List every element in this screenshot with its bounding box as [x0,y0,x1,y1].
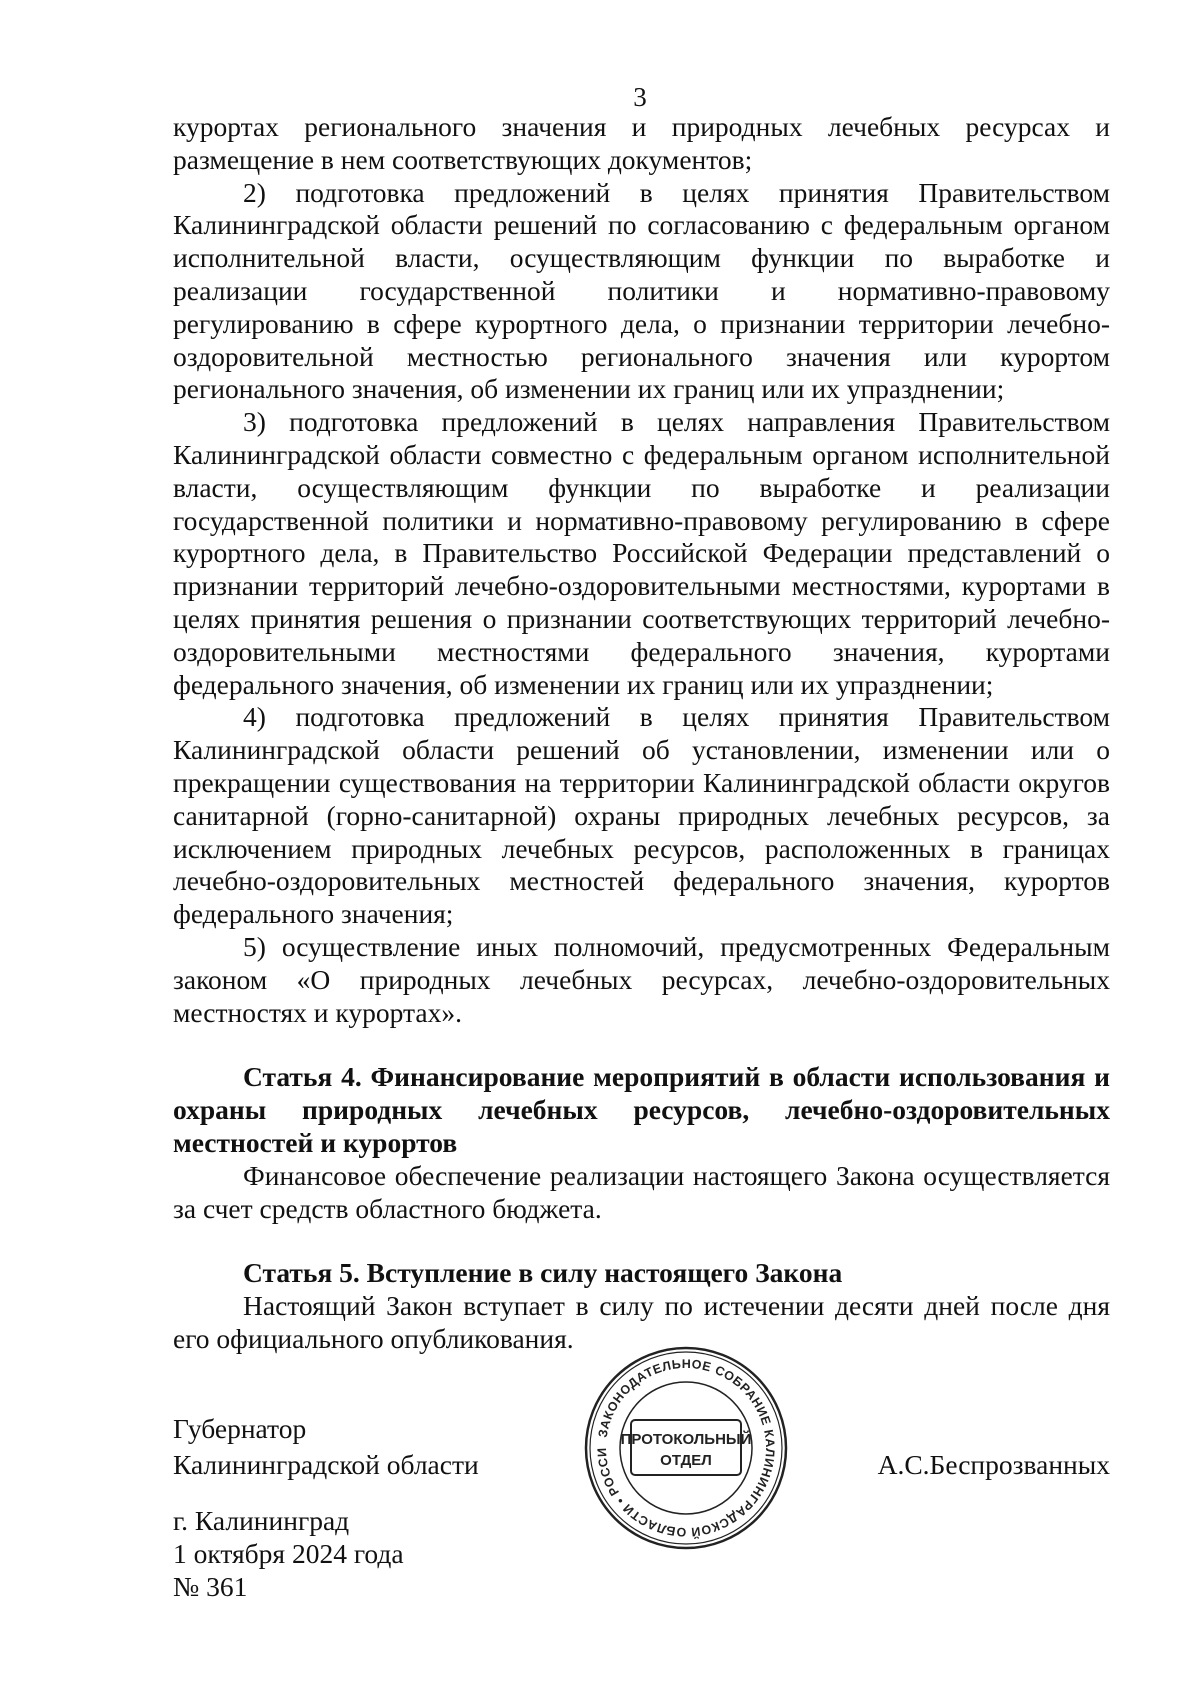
list-item-5: 5) осуществление иных полномочий, предусмотренных Федеральным законом «О природных лечебных ресурсах, лечебно-оздоровительных местностях и курортах». [173,930,1110,1028]
article-5 [173,1257,1110,1355]
list-item-4: 4) подготовка предложений в целях принятия Правительством Калининградской области решений об установлении, изменении или о прекращении существования на территории Калининградской области округов санитарной (горно-санитарной) охраны природных лечебных ресурсов, за исключением природных лечебных ресурсов, расположенных в границах лечебно-оздоровительных местностей федерального значения, курортов федерального значения; [173,701,1110,930]
seal-center-line1: ПРОТОКОЛЬНЫЙ [620,1431,752,1448]
seal-icon [583,1345,789,1551]
official-seal [583,1345,789,1551]
signature-title [173,1411,479,1483]
document-details [173,1504,404,1603]
article-4 [173,1061,1110,1225]
document-number: № 361 [173,1571,248,1602]
signature-title-line1: Губернатор [173,1413,307,1444]
article-5-text: Настоящий Закон вступает в силу по истечении десяти дней после дня его официального опубликования. [173,1290,1110,1354]
seal-ring-text: ЗАКОНОДАТЕЛЬНОЕ СОБРАНИЕ КАЛИНИНГРАДСКОЙ ОБЛАСТИ • РОССИ [594,1356,778,1540]
paragraph-continued: курортах регионального значения и природных лечебных ресурсах и размещение в нем соответствующих документов; [173,111,1110,175]
article-4-text: Финансовое обеспечение реализации настоящего Закона осуществляется за счет средств областного бюджета. [173,1159,1110,1224]
date: 1 октября 2024 года [173,1538,404,1569]
article-5-heading: Статья 5. Вступление в силу настоящего Закона [243,1257,843,1289]
city: г. Калининград [173,1505,350,1536]
signature-title-line2: Калининградской области [173,1449,479,1480]
article-4-heading: Статья 4. Финансирование мероприятий в области использования и охраны природных лечебных ресурсов, лечебно-оздоровительных местностей и курортов [173,1061,1110,1158]
page-number: 3 [633,82,647,112]
document-body [173,111,1110,1356]
list-item-2: 2) подготовка предложений в целях принятия Правительством Калининградской области решений по согласованию с федеральным органом исполнительной власти, осуществляющим функции по выработке и реализации государственной политики и нормативно-правовому регулированию в сфере курортного дела, о признании территории лечебно-оздоровительной местностью регионального значения или курортом регионального значения, об изменении их границ или их упразднении; [173,176,1110,405]
seal-center-line2: ОТДЕЛ [660,1452,712,1469]
list-item-3: 3) подготовка предложений в целях направления Правительством Калининградской области совместно с федеральным органом исполнительной власти, осуществляющим функции по выработке и реализации государственной политики и нормативно-правовому регулированию в сфере курортного дела, в Правительство Российской Федерации представлений о признании территорий лечебно-оздоровительными местностями, курортами в целях принятия решения о признании соответствующих территорий лечебно-оздоровительными местностями федерального значения, курортами федерального значения, об изменении их границ или их упразднении; [173,406,1110,700]
signer-name: А.С.Беспрозванных [877,1449,1110,1480]
